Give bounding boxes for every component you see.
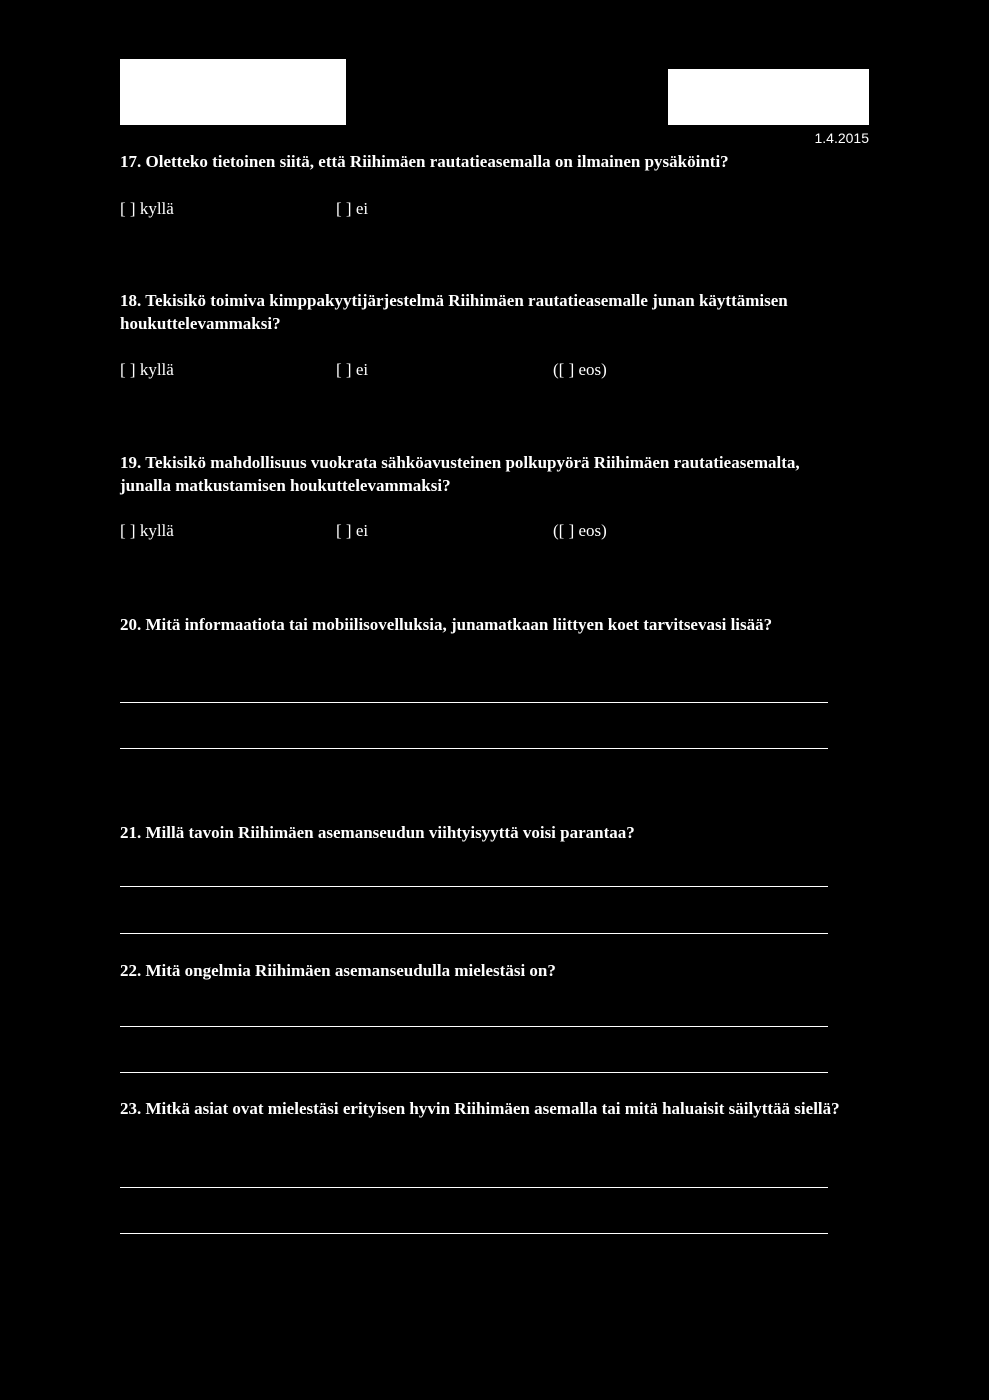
question-22: 22. Mitä ongelmia Riihimäen asemanseudulla mielestäsi on? [120, 961, 556, 980]
q23-answer-line-1[interactable] [120, 1187, 828, 1188]
q23-answer-line-2[interactable] [120, 1233, 828, 1234]
q20-answer-line-1[interactable] [120, 702, 828, 703]
q19-option-yes[interactable]: [ ] kyllä [120, 521, 174, 540]
document-date: 1.4.2015 [814, 130, 869, 146]
q21-answer-line-1[interactable] [120, 886, 828, 887]
question-17: 17. Oletteko tietoinen siitä, että Riihimäen rautatieasemalla on ilmainen pysäköinti? [120, 152, 729, 171]
question-19: 19. Tekisikö mahdollisuus vuokrata sähköavusteinen polkupyörä Riihimäen rautatieasemalta, junalla matkustamisen houkuttelevammaksi? [120, 453, 800, 495]
question-23: 23. Mitkä asiat ovat mielestäsi erityisen hyvin Riihimäen asemalla tai mitä haluaisit säilyttää siellä? [120, 1099, 840, 1118]
q18-option-yes[interactable]: [ ] kyllä [120, 360, 174, 379]
logo-left [120, 59, 346, 125]
q19-option-no[interactable]: [ ] ei [336, 521, 369, 540]
q21-answer-line-2[interactable] [120, 933, 828, 934]
q20-answer-line-2[interactable] [120, 748, 828, 749]
logo-right [668, 69, 869, 125]
q18-option-eos[interactable]: ([ ] eos) [553, 360, 607, 379]
q17-option-no[interactable]: [ ] ei [336, 199, 369, 218]
q18-option-no[interactable]: [ ] ei [336, 360, 369, 379]
question-18: 18. Tekisikö toimiva kimppakyytijärjestelmä Riihimäen rautatieasemalle junan käyttämisen houkuttelevammaksi? [120, 291, 788, 333]
q19-option-eos[interactable]: ([ ] eos) [553, 521, 607, 540]
question-20: 20. Mitä informaatiota tai mobiilisovelluksia, junamatkaan liittyen koet tarvitsevasi lisää? [120, 615, 773, 634]
q17-option-yes[interactable]: [ ] kyllä [120, 199, 174, 218]
question-21: 21. Millä tavoin Riihimäen asemanseudun viihtyisyyttä voisi parantaa? [120, 823, 635, 842]
q22-answer-line-1[interactable] [120, 1026, 828, 1027]
q22-answer-line-2[interactable] [120, 1072, 828, 1073]
